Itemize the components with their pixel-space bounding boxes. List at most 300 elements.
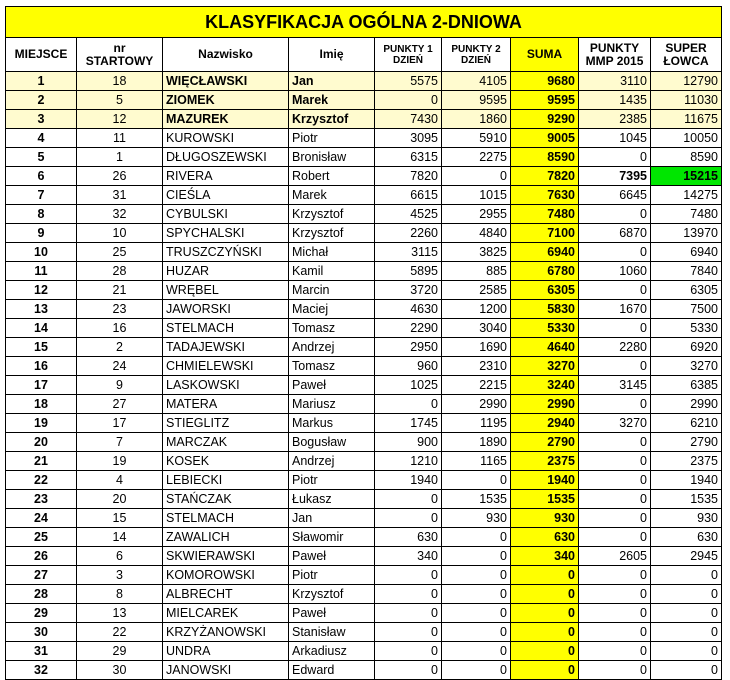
day1-points-cell: 0 — [375, 604, 442, 623]
mmp-points-cell: 2280 — [579, 338, 651, 357]
place-cell: 12 — [6, 281, 77, 300]
mmp-points-cell: 6645 — [579, 186, 651, 205]
place-cell: 29 — [6, 604, 77, 623]
mmp-points-cell: 1670 — [579, 300, 651, 319]
day2-points-cell: 0 — [442, 585, 511, 604]
start-number-cell: 18 — [77, 72, 163, 91]
start-number-cell: 31 — [77, 186, 163, 205]
day1-points-cell: 1940 — [375, 471, 442, 490]
day1-points-cell: 4525 — [375, 205, 442, 224]
surname-cell: HUZAR — [163, 262, 289, 281]
super-hunter-cell: 11030 — [651, 91, 722, 110]
table-row — [6, 281, 722, 300]
super-hunter-cell: 0 — [651, 604, 722, 623]
start-number-cell: 27 — [77, 395, 163, 414]
name-cell: Bogusław — [289, 433, 375, 452]
day2-points-cell: 1200 — [442, 300, 511, 319]
name-cell: Paweł — [289, 604, 375, 623]
day1-points-cell: 0 — [375, 490, 442, 509]
sum-cell: 0 — [511, 642, 579, 661]
day2-points-cell: 1860 — [442, 110, 511, 129]
mmp-points-cell: 0 — [579, 205, 651, 224]
mmp-points-cell: 6870 — [579, 224, 651, 243]
sum-cell: 5830 — [511, 300, 579, 319]
name-cell: Marcin — [289, 281, 375, 300]
table-row — [6, 395, 722, 414]
table-row — [6, 604, 722, 623]
classification-table — [5, 6, 722, 680]
mmp-points-cell: 3145 — [579, 376, 651, 395]
name-cell: Tomasz — [289, 319, 375, 338]
sum-cell: 6780 — [511, 262, 579, 281]
mmp-points-cell: 2385 — [579, 110, 651, 129]
super-hunter-cell: 6940 — [651, 243, 722, 262]
super-hunter-cell: 12790 — [651, 72, 722, 91]
surname-cell: JANOWSKI — [163, 661, 289, 680]
surname-cell: LASKOWSKI — [163, 376, 289, 395]
super-hunter-cell: 1535 — [651, 490, 722, 509]
sum-cell: 0 — [511, 661, 579, 680]
super-hunter-cell: 0 — [651, 642, 722, 661]
super-hunter-cell: 6385 — [651, 376, 722, 395]
sum-cell: 0 — [511, 604, 579, 623]
sum-cell: 6305 — [511, 281, 579, 300]
place-cell: 22 — [6, 471, 77, 490]
surname-cell: CIEŚLA — [163, 186, 289, 205]
day2-points-cell: 1195 — [442, 414, 511, 433]
header-mmp-points: PUNKTY MMP 2015 — [579, 38, 651, 72]
surname-cell: KOSEK — [163, 452, 289, 471]
table-row — [6, 129, 722, 148]
place-cell: 26 — [6, 547, 77, 566]
day2-points-cell: 0 — [442, 167, 511, 186]
name-cell: Mariusz — [289, 395, 375, 414]
day2-points-cell: 4105 — [442, 72, 511, 91]
header-name: Imię — [289, 38, 375, 72]
mmp-points-cell: 0 — [579, 471, 651, 490]
header-start-number: nr STARTOWY — [77, 38, 163, 72]
start-number-cell: 15 — [77, 509, 163, 528]
table-row — [6, 433, 722, 452]
surname-cell: MIELCAREK — [163, 604, 289, 623]
day2-points-cell: 1165 — [442, 452, 511, 471]
table-row — [6, 509, 722, 528]
sum-cell: 9005 — [511, 129, 579, 148]
day1-points-cell: 3115 — [375, 243, 442, 262]
table-row — [6, 376, 722, 395]
day2-points-cell: 9595 — [442, 91, 511, 110]
sum-cell: 2940 — [511, 414, 579, 433]
surname-cell: TADAJEWSKI — [163, 338, 289, 357]
place-cell: 21 — [6, 452, 77, 471]
day2-points-cell: 1015 — [442, 186, 511, 205]
day2-points-cell: 2990 — [442, 395, 511, 414]
day2-points-cell: 1535 — [442, 490, 511, 509]
super-hunter-cell: 13970 — [651, 224, 722, 243]
day2-points-cell: 0 — [442, 566, 511, 585]
place-cell: 17 — [6, 376, 77, 395]
sum-cell: 0 — [511, 623, 579, 642]
surname-cell: STIEGLITZ — [163, 414, 289, 433]
mmp-points-cell: 2605 — [579, 547, 651, 566]
super-hunter-cell: 8590 — [651, 148, 722, 167]
table-row — [6, 224, 722, 243]
start-number-cell: 25 — [77, 243, 163, 262]
day2-points-cell: 0 — [442, 642, 511, 661]
mmp-points-cell: 3270 — [579, 414, 651, 433]
place-cell: 27 — [6, 566, 77, 585]
day2-points-cell: 2955 — [442, 205, 511, 224]
place-cell: 3 — [6, 110, 77, 129]
day2-points-cell: 930 — [442, 509, 511, 528]
day1-points-cell: 0 — [375, 661, 442, 680]
surname-cell: ZIOMEK — [163, 91, 289, 110]
place-cell: 4 — [6, 129, 77, 148]
table-row — [6, 452, 722, 471]
super-hunter-cell: 2945 — [651, 547, 722, 566]
mmp-points-cell: 0 — [579, 585, 651, 604]
day2-points-cell: 1890 — [442, 433, 511, 452]
name-cell: Robert — [289, 167, 375, 186]
day2-points-cell: 2310 — [442, 357, 511, 376]
start-number-cell: 20 — [77, 490, 163, 509]
place-cell: 1 — [6, 72, 77, 91]
surname-cell: LEBIECKI — [163, 471, 289, 490]
name-cell: Jan — [289, 72, 375, 91]
day1-points-cell: 5575 — [375, 72, 442, 91]
place-cell: 32 — [6, 661, 77, 680]
mmp-points-cell: 0 — [579, 642, 651, 661]
place-cell: 9 — [6, 224, 77, 243]
table-row — [6, 148, 722, 167]
start-number-cell: 4 — [77, 471, 163, 490]
super-hunter-cell: 2375 — [651, 452, 722, 471]
sum-cell: 630 — [511, 528, 579, 547]
day1-points-cell: 1210 — [375, 452, 442, 471]
start-number-cell: 22 — [77, 623, 163, 642]
start-number-cell: 8 — [77, 585, 163, 604]
name-cell: Stanisław — [289, 623, 375, 642]
start-number-cell: 26 — [77, 167, 163, 186]
table-row — [6, 110, 722, 129]
table-row — [6, 490, 722, 509]
place-cell: 23 — [6, 490, 77, 509]
table-row — [6, 167, 722, 186]
mmp-points-cell: 0 — [579, 509, 651, 528]
surname-cell: KUROWSKI — [163, 129, 289, 148]
super-hunter-cell: 0 — [651, 585, 722, 604]
day2-points-cell: 0 — [442, 528, 511, 547]
day1-points-cell: 0 — [375, 623, 442, 642]
day1-points-cell: 2290 — [375, 319, 442, 338]
place-cell: 11 — [6, 262, 77, 281]
name-cell: Andrzej — [289, 338, 375, 357]
table-row — [6, 414, 722, 433]
table-row — [6, 528, 722, 547]
place-cell: 15 — [6, 338, 77, 357]
mmp-points-cell: 3110 — [579, 72, 651, 91]
mmp-points-cell: 0 — [579, 357, 651, 376]
super-hunter-cell: 15215 — [651, 167, 722, 186]
super-hunter-cell: 0 — [651, 623, 722, 642]
start-number-cell: 10 — [77, 224, 163, 243]
mmp-points-cell: 0 — [579, 452, 651, 471]
sum-cell: 9680 — [511, 72, 579, 91]
super-hunter-cell: 5330 — [651, 319, 722, 338]
start-number-cell: 3 — [77, 566, 163, 585]
start-number-cell: 23 — [77, 300, 163, 319]
sum-cell: 930 — [511, 509, 579, 528]
header-place: MIEJSCE — [6, 38, 77, 72]
sum-cell: 7480 — [511, 205, 579, 224]
header-surname: Nazwisko — [163, 38, 289, 72]
surname-cell: ZAWALICH — [163, 528, 289, 547]
mmp-points-cell: 0 — [579, 604, 651, 623]
surname-cell: KRZYŻANOWSKI — [163, 623, 289, 642]
start-number-cell: 29 — [77, 642, 163, 661]
start-number-cell: 28 — [77, 262, 163, 281]
surname-cell: RIVERA — [163, 167, 289, 186]
start-number-cell: 12 — [77, 110, 163, 129]
header-row — [6, 38, 722, 72]
day2-points-cell: 2585 — [442, 281, 511, 300]
surname-cell: CYBULSKI — [163, 205, 289, 224]
start-number-cell: 21 — [77, 281, 163, 300]
start-number-cell: 30 — [77, 661, 163, 680]
name-cell: Marek — [289, 186, 375, 205]
start-number-cell: 17 — [77, 414, 163, 433]
surname-cell: CHMIELEWSKI — [163, 357, 289, 376]
sum-cell: 7100 — [511, 224, 579, 243]
table-row — [6, 471, 722, 490]
mmp-points-cell: 1435 — [579, 91, 651, 110]
day2-points-cell: 0 — [442, 604, 511, 623]
name-cell: Bronisław — [289, 148, 375, 167]
sum-cell: 1940 — [511, 471, 579, 490]
table-row — [6, 566, 722, 585]
mmp-points-cell: 0 — [579, 319, 651, 338]
sum-cell: 9595 — [511, 91, 579, 110]
place-cell: 14 — [6, 319, 77, 338]
name-cell: Piotr — [289, 471, 375, 490]
day1-points-cell: 7430 — [375, 110, 442, 129]
day2-points-cell: 2215 — [442, 376, 511, 395]
sum-cell: 7630 — [511, 186, 579, 205]
day1-points-cell: 0 — [375, 585, 442, 604]
day1-points-cell: 1745 — [375, 414, 442, 433]
surname-cell: KOMOROWSKI — [163, 566, 289, 585]
header-day2-points: PUNKTY 2 DZIEŃ — [442, 38, 511, 72]
name-cell: Maciej — [289, 300, 375, 319]
sum-cell: 4640 — [511, 338, 579, 357]
day2-points-cell: 0 — [442, 661, 511, 680]
start-number-cell: 32 — [77, 205, 163, 224]
start-number-cell: 7 — [77, 433, 163, 452]
surname-cell: WIĘCŁAWSKI — [163, 72, 289, 91]
day2-points-cell: 4840 — [442, 224, 511, 243]
day2-points-cell: 0 — [442, 623, 511, 642]
place-cell: 7 — [6, 186, 77, 205]
day1-points-cell: 630 — [375, 528, 442, 547]
surname-cell: MATERA — [163, 395, 289, 414]
day1-points-cell: 3095 — [375, 129, 442, 148]
place-cell: 25 — [6, 528, 77, 547]
surname-cell: SKWIERAWSKI — [163, 547, 289, 566]
place-cell: 19 — [6, 414, 77, 433]
name-cell: Michał — [289, 243, 375, 262]
mmp-points-cell: 0 — [579, 490, 651, 509]
super-hunter-cell: 1940 — [651, 471, 722, 490]
day2-points-cell: 2275 — [442, 148, 511, 167]
start-number-cell: 14 — [77, 528, 163, 547]
sum-cell: 7820 — [511, 167, 579, 186]
surname-cell: WRĘBEL — [163, 281, 289, 300]
start-number-cell: 2 — [77, 338, 163, 357]
place-cell: 2 — [6, 91, 77, 110]
sum-cell: 2790 — [511, 433, 579, 452]
day1-points-cell: 0 — [375, 91, 442, 110]
table-row — [6, 300, 722, 319]
day1-points-cell: 1025 — [375, 376, 442, 395]
start-number-cell: 11 — [77, 129, 163, 148]
super-hunter-cell: 0 — [651, 566, 722, 585]
super-hunter-cell: 0 — [651, 661, 722, 680]
super-hunter-cell: 6210 — [651, 414, 722, 433]
name-cell: Jan — [289, 509, 375, 528]
day1-points-cell: 0 — [375, 566, 442, 585]
place-cell: 31 — [6, 642, 77, 661]
sum-cell: 3240 — [511, 376, 579, 395]
name-cell: Piotr — [289, 129, 375, 148]
start-number-cell: 9 — [77, 376, 163, 395]
surname-cell: SPYCHALSKI — [163, 224, 289, 243]
mmp-points-cell: 0 — [579, 528, 651, 547]
header-super-hunter: SUPER ŁOWCA — [651, 38, 722, 72]
day1-points-cell: 6315 — [375, 148, 442, 167]
table-row — [6, 72, 722, 91]
super-hunter-cell: 2990 — [651, 395, 722, 414]
start-number-cell: 1 — [77, 148, 163, 167]
start-number-cell: 16 — [77, 319, 163, 338]
day1-points-cell: 6615 — [375, 186, 442, 205]
name-cell: Arkadiusz — [289, 642, 375, 661]
place-cell: 8 — [6, 205, 77, 224]
header-day1-points: PUNKTY 1 DZIEŃ — [375, 38, 442, 72]
start-number-cell: 5 — [77, 91, 163, 110]
day2-points-cell: 0 — [442, 547, 511, 566]
day1-points-cell: 4630 — [375, 300, 442, 319]
day1-points-cell: 0 — [375, 395, 442, 414]
day1-points-cell: 5895 — [375, 262, 442, 281]
super-hunter-cell: 10050 — [651, 129, 722, 148]
table-row — [6, 186, 722, 205]
table-row — [6, 319, 722, 338]
name-cell: Paweł — [289, 376, 375, 395]
sum-cell: 1535 — [511, 490, 579, 509]
super-hunter-cell: 11675 — [651, 110, 722, 129]
place-cell: 30 — [6, 623, 77, 642]
sum-cell: 3270 — [511, 357, 579, 376]
super-hunter-cell: 930 — [651, 509, 722, 528]
day2-points-cell: 0 — [442, 471, 511, 490]
header-sum: SUMA — [511, 38, 579, 72]
super-hunter-cell: 14275 — [651, 186, 722, 205]
name-cell: Krzysztof — [289, 585, 375, 604]
mmp-points-cell: 1060 — [579, 262, 651, 281]
name-cell: Marek — [289, 91, 375, 110]
name-cell: Krzysztof — [289, 110, 375, 129]
mmp-points-cell: 0 — [579, 623, 651, 642]
surname-cell: STELMACH — [163, 319, 289, 338]
place-cell: 6 — [6, 167, 77, 186]
mmp-points-cell: 1045 — [579, 129, 651, 148]
name-cell: Tomasz — [289, 357, 375, 376]
surname-cell: MARCZAK — [163, 433, 289, 452]
surname-cell: UNDRA — [163, 642, 289, 661]
mmp-points-cell: 0 — [579, 281, 651, 300]
day1-points-cell: 3720 — [375, 281, 442, 300]
mmp-points-cell: 0 — [579, 148, 651, 167]
name-cell: Kamil — [289, 262, 375, 281]
place-cell: 5 — [6, 148, 77, 167]
table-row — [6, 243, 722, 262]
table-row — [6, 661, 722, 680]
table-row — [6, 623, 722, 642]
table-row — [6, 642, 722, 661]
surname-cell: STELMACH — [163, 509, 289, 528]
super-hunter-cell: 6305 — [651, 281, 722, 300]
name-cell: Krzysztof — [289, 205, 375, 224]
place-cell: 28 — [6, 585, 77, 604]
sum-cell: 9290 — [511, 110, 579, 129]
day2-points-cell: 5910 — [442, 129, 511, 148]
place-cell: 24 — [6, 509, 77, 528]
day1-points-cell: 2260 — [375, 224, 442, 243]
mmp-points-cell: 0 — [579, 395, 651, 414]
name-cell: Piotr — [289, 566, 375, 585]
sum-cell: 8590 — [511, 148, 579, 167]
surname-cell: MAZUREK — [163, 110, 289, 129]
place-cell: 13 — [6, 300, 77, 319]
sum-cell: 0 — [511, 566, 579, 585]
day1-points-cell: 960 — [375, 357, 442, 376]
super-hunter-cell: 3270 — [651, 357, 722, 376]
sum-cell: 2990 — [511, 395, 579, 414]
start-number-cell: 19 — [77, 452, 163, 471]
day1-points-cell: 7820 — [375, 167, 442, 186]
super-hunter-cell: 630 — [651, 528, 722, 547]
sum-cell: 340 — [511, 547, 579, 566]
start-number-cell: 24 — [77, 357, 163, 376]
super-hunter-cell: 6920 — [651, 338, 722, 357]
surname-cell: STAŃCZAK — [163, 490, 289, 509]
place-cell: 20 — [6, 433, 77, 452]
mmp-points-cell: 0 — [579, 566, 651, 585]
name-cell: Łukasz — [289, 490, 375, 509]
name-cell: Sławomir — [289, 528, 375, 547]
day1-points-cell: 340 — [375, 547, 442, 566]
sum-cell: 6940 — [511, 243, 579, 262]
super-hunter-cell: 2790 — [651, 433, 722, 452]
mmp-points-cell: 0 — [579, 243, 651, 262]
name-cell: Andrzej — [289, 452, 375, 471]
surname-cell: ALBRECHT — [163, 585, 289, 604]
table-row — [6, 357, 722, 376]
table-row — [6, 338, 722, 357]
name-cell: Krzysztof — [289, 224, 375, 243]
day1-points-cell: 900 — [375, 433, 442, 452]
day1-points-cell: 0 — [375, 509, 442, 528]
